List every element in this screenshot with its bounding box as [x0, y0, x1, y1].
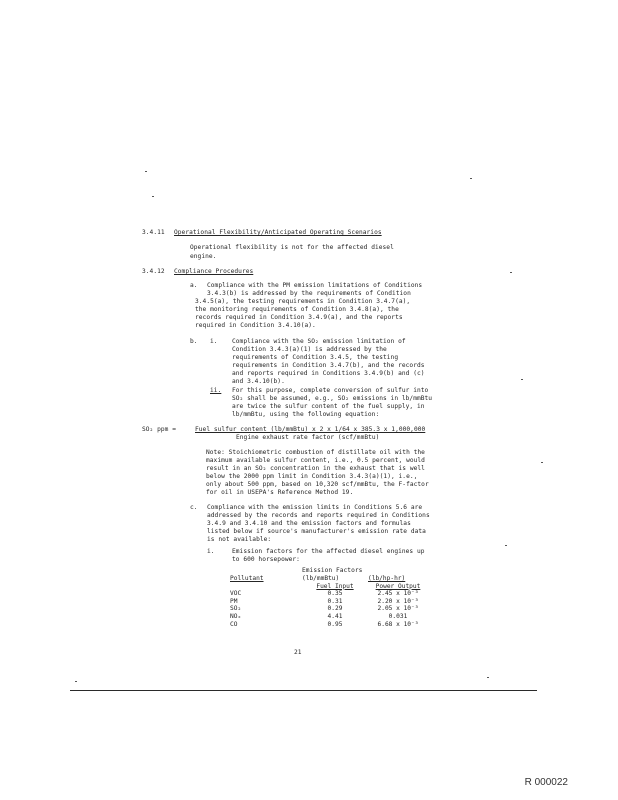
table-cell: 0.35 [327, 590, 343, 598]
table-cell: 4.41 [327, 612, 343, 620]
emission-factors-table [230, 575, 428, 628]
table-subheader-row [230, 583, 428, 591]
subitem-line: requirements of Condition 3.4.5, the testing [232, 354, 399, 361]
footer-rule [70, 690, 537, 691]
table-subheader-cell: Fuel Input [316, 582, 354, 590]
subitem-line: lb/mmBtu, using the following equation: [232, 411, 380, 418]
table-row [230, 621, 428, 629]
note-line: Note: Stoichiometric combustion of distillate oil with the [206, 449, 425, 456]
table-cell: PM [230, 597, 238, 605]
table-cell: 0.95 [327, 620, 343, 628]
section-body-line: Operational flexibility is not for the affected diesel [190, 244, 394, 251]
table-cell: 0.31 [327, 597, 343, 605]
scan-speck [470, 178, 472, 179]
item-line: records required in Condition 3.4.9(a), and the reports [195, 314, 403, 321]
table-cell: VOC [230, 590, 242, 598]
subitem-line: Compliance with the SO₂ emission limitation of [232, 338, 406, 345]
subitem-line: and 3.4.10(b). [232, 378, 285, 385]
item-line: Compliance with the PM emission limitations of Conditions [207, 282, 423, 289]
equation-denominator: Engine exhaust rate factor (scf/mmBtu) [236, 434, 380, 441]
scan-speck [487, 677, 489, 678]
scan-speck [505, 545, 507, 546]
table-cell: 0.031 [388, 612, 408, 620]
subitem-label: ii. [210, 387, 222, 394]
item-line: listed below if source's manufacturer's emission rate data [207, 528, 426, 535]
table-header-cell: Pollutant [230, 575, 264, 582]
scan-speck [75, 681, 77, 682]
equation-numerator: Fuel sulfur content (lb/mmBtu) x 2 x 1/64 x 385.3 x 1,000,000 [195, 426, 426, 433]
item-label: b. [190, 338, 198, 345]
table-cell: 6.68 x 10⁻³ [377, 620, 419, 628]
item-line: Compliance with the emission limits in Conditions 5.6 are [207, 504, 423, 511]
item-line: 3.4.9 and 3.4.10 and the emission factors and formulas [207, 520, 411, 527]
note-line: result in an SO₂ concentration in the exhaust that is well [206, 465, 425, 472]
subitem-label: i. [210, 338, 218, 345]
item-label: a. [190, 282, 198, 289]
item-line: addressed by the records and reports required in Conditions [207, 512, 430, 519]
section-heading: Operational Flexibility/Anticipated Operating Scenarios [174, 229, 382, 236]
subitem-line: Emission factors for the affected diesel engines up [232, 548, 425, 555]
item-label: c. [190, 504, 198, 511]
scan-speck [521, 379, 523, 380]
item-line: is not available: [207, 536, 272, 543]
item-line: the monitoring requirements of Condition 3.4.8(a), the [195, 306, 399, 313]
page-number: 21 [294, 649, 302, 656]
table-subheader-cell: Power Output [375, 582, 421, 590]
note-line: for oil in USEPA's Reference Method 19. [206, 489, 354, 496]
item-line: 3.4.3(b) is addressed by the requirements of Condition [207, 290, 411, 297]
table-title: Emission Factors [302, 567, 363, 574]
item-line: 3.4.5(a), the testing requirements in Condition 3.4.7(a), [195, 298, 411, 305]
table-subheader-cell [230, 583, 302, 591]
scan-speck [510, 272, 512, 273]
subitem-line: and reports required in Conditions 3.4.9(b) and (c) [232, 370, 425, 377]
subitem-line: are twice the sulfur content of the fuel supply, in [232, 403, 425, 410]
table-cell: NOₓ [230, 612, 242, 620]
subitem-line: SO₂ shall be assumed, e.g., SO₂ emissions in lb/mmBtu [232, 395, 433, 402]
table-row [230, 613, 428, 621]
table-row [230, 598, 428, 606]
subitem-line: requirements in Condition 3.4.7(b), and the records [232, 362, 425, 369]
scan-speck [145, 171, 147, 172]
section-number: 3.4.11 [142, 229, 165, 236]
table-cell: CO [230, 620, 238, 628]
table-row [230, 605, 428, 613]
note-line: maximum available sulfur content, i.e., 0.5 percent, would [206, 457, 425, 464]
note-line: below the 2000 ppm limit in Condition 3.4.3(a)(1), i.e., [206, 473, 418, 480]
equation-lhs: SO₂ ppm = [142, 426, 176, 433]
item-line: required in Condition 3.4.10(a). [195, 322, 316, 329]
subitem-line: to 600 horsepower: [232, 556, 300, 563]
note-line: only about 500 ppm, based on 10,320 scf/mmBtu, the F-factor [206, 481, 429, 488]
table-row [230, 590, 428, 598]
section-number: 3.4.12 [142, 268, 165, 275]
scan-speck [541, 462, 543, 463]
table-cell: SO₂ [230, 605, 242, 613]
table-cell: 2.05 x 10⁻³ [377, 605, 419, 613]
subitem-line: For this purpose, complete conversion of sulfur into [232, 387, 429, 394]
table-header-row [230, 575, 428, 583]
table-header-cell: (lb/hp-hr) [368, 575, 406, 582]
table-cell: 2.20 x 10⁻³ [377, 597, 419, 605]
subitem-line: Condition 3.4.3(a)(1) is addressed by the [232, 346, 387, 353]
table-header-cell: (lb/mmBtu) [302, 575, 340, 582]
table-cell: 2.45 x 10⁻³ [377, 590, 419, 598]
section-heading: Compliance Procedures [174, 268, 254, 275]
table-cell: 0.29 [327, 605, 343, 613]
section-body-line: engine. [190, 253, 217, 260]
bates-number: R 000022 [524, 777, 568, 788]
scan-speck [152, 196, 154, 197]
subitem-label: i. [207, 548, 215, 555]
